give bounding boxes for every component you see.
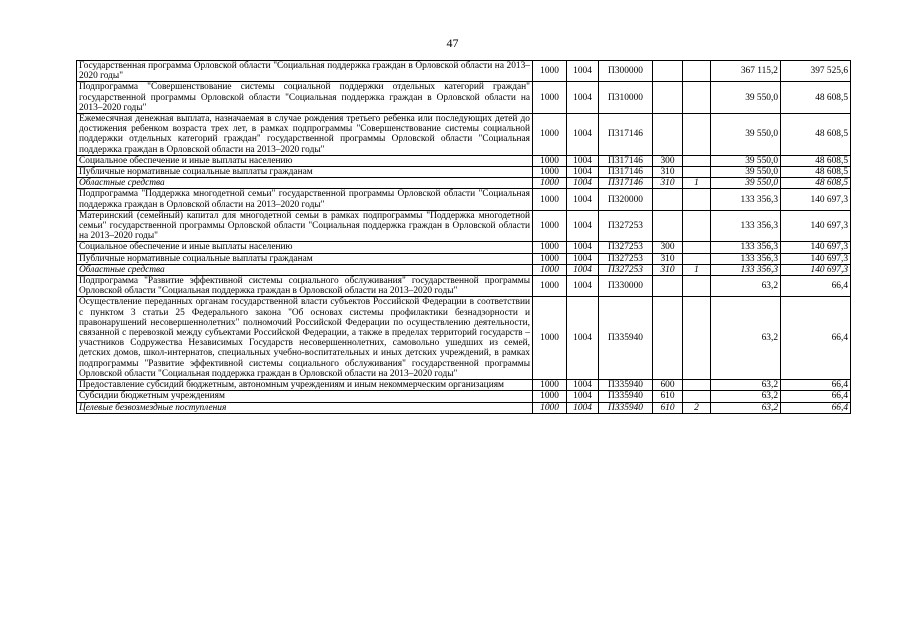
section-code: 1000 <box>533 82 567 114</box>
subsection-code: 1004 <box>567 210 599 242</box>
subsection-code: 1004 <box>567 391 599 402</box>
section-code: 1000 <box>533 297 567 380</box>
section-code: 1000 <box>533 155 567 166</box>
amount-year-2: 140 697,3 <box>781 210 851 242</box>
subsection-code: 1004 <box>567 189 599 210</box>
target-article-code: П310000 <box>599 82 653 114</box>
expense-type-code <box>653 297 683 380</box>
section-code: 1000 <box>533 264 567 275</box>
funding-source-code <box>683 114 711 156</box>
amount-year-1: 63,2 <box>711 297 781 380</box>
row-description: Социальное обеспечение и иные выплаты населению <box>77 155 533 166</box>
expense-type-code: 600 <box>653 380 683 391</box>
expense-type-code <box>653 61 683 82</box>
funding-source-code <box>683 242 711 253</box>
amount-year-2: 48 608,5 <box>781 167 851 178</box>
amount-year-2: 48 608,5 <box>781 114 851 156</box>
amount-year-1: 39 550,0 <box>711 167 781 178</box>
target-article-code: П317146 <box>599 167 653 178</box>
amount-year-2: 140 697,3 <box>781 242 851 253</box>
amount-year-1: 63,2 <box>711 276 781 297</box>
target-article-code: П300000 <box>599 61 653 82</box>
row-description: Ежемесячная денежная выплата, назначаемая в случае рождения третьего ребенка или последующих детей до достижения ребенком возраста трех лет, в рамках подпрограммы "Совершенствование системы социальной поддержки отдельных категорий граждан" государственной программы Орловской области "Социальная поддержка граждан в Орловской области на 2013–2020 годы" <box>77 114 533 156</box>
funding-source-code: 1 <box>683 178 711 189</box>
section-code: 1000 <box>533 61 567 82</box>
amount-year-1: 133 356,3 <box>711 189 781 210</box>
table-row <box>77 253 851 264</box>
subsection-code: 1004 <box>567 61 599 82</box>
funding-source-code <box>683 297 711 380</box>
funding-source-code <box>683 380 711 391</box>
target-article-code: П335940 <box>599 402 653 413</box>
section-code: 1000 <box>533 402 567 413</box>
section-code: 1000 <box>533 391 567 402</box>
expense-type-code: 300 <box>653 242 683 253</box>
row-description: Публичные нормативные социальные выплаты гражданам <box>77 167 533 178</box>
amount-year-2: 48 608,5 <box>781 178 851 189</box>
expense-type-code <box>653 210 683 242</box>
funding-source-code <box>683 189 711 210</box>
row-description: Подпрограмма "Развитие эффективной системы социального обслуживания" государственной программы Орловской области "Социальная поддержка граждан в Орловской области на 2013–2020 годы" <box>77 276 533 297</box>
amount-year-2: 66,4 <box>781 276 851 297</box>
amount-year-1: 39 550,0 <box>711 82 781 114</box>
expense-type-code: 310 <box>653 264 683 275</box>
funding-source-code <box>683 276 711 297</box>
amount-year-1: 39 550,0 <box>711 155 781 166</box>
amount-year-2: 140 697,3 <box>781 264 851 275</box>
target-article-code: П335940 <box>599 297 653 380</box>
subsection-code: 1004 <box>567 114 599 156</box>
funding-source-code <box>683 155 711 166</box>
table-row <box>77 189 851 210</box>
subsection-code: 1004 <box>567 276 599 297</box>
row-description: Публичные нормативные социальные выплаты гражданам <box>77 253 533 264</box>
subsection-code: 1004 <box>567 253 599 264</box>
amount-year-1: 63,2 <box>711 391 781 402</box>
amount-year-2: 48 608,5 <box>781 82 851 114</box>
row-description: Подпрограмма "Совершенствование системы социальной поддержки отдельных категорий граждан" государственной программы Орловской области "Социальная поддержка граждан в Орловской области на 2013–2020 годы" <box>77 82 533 114</box>
row-description: Социальное обеспечение и иные выплаты населению <box>77 242 533 253</box>
row-description: Областные средства <box>77 264 533 275</box>
subsection-code: 1004 <box>567 155 599 166</box>
target-article-code: П317146 <box>599 155 653 166</box>
amount-year-1: 133 356,3 <box>711 264 781 275</box>
amount-year-2: 66,4 <box>781 402 851 413</box>
table-row <box>77 155 851 166</box>
row-description: Подпрограмма "Поддержка многодетной семьи" государственной программы Орловской области "Социальная поддержка граждан в Орловской области на 2013–2020 годы" <box>77 189 533 210</box>
funding-source-code <box>683 167 711 178</box>
table-row <box>77 210 851 242</box>
target-article-code: П320000 <box>599 189 653 210</box>
table-row <box>77 178 851 189</box>
amount-year-2: 397 525,6 <box>781 61 851 82</box>
subsection-code: 1004 <box>567 402 599 413</box>
expense-type-code: 310 <box>653 253 683 264</box>
expense-type-code: 310 <box>653 167 683 178</box>
page-number: 47 <box>446 36 459 50</box>
expense-type-code: 300 <box>653 155 683 166</box>
table-row <box>77 114 851 156</box>
amount-year-1: 367 115,2 <box>711 61 781 82</box>
target-article-code: П327253 <box>599 242 653 253</box>
funding-source-code <box>683 391 711 402</box>
amount-year-2: 66,4 <box>781 297 851 380</box>
funding-source-code <box>683 61 711 82</box>
row-description: Государственная программа Орловской области "Социальная поддержка граждан в Орловской области на 2013–2020 годы" <box>77 61 533 82</box>
expense-type-code <box>653 189 683 210</box>
table-row <box>77 264 851 275</box>
table-row <box>77 82 851 114</box>
expense-type-code: 610 <box>653 391 683 402</box>
table-row <box>77 61 851 82</box>
subsection-code: 1004 <box>567 264 599 275</box>
budget-table <box>76 60 851 414</box>
amount-year-2: 140 697,3 <box>781 253 851 264</box>
amount-year-1: 63,2 <box>711 402 781 413</box>
section-code: 1000 <box>533 253 567 264</box>
funding-source-code: 2 <box>683 402 711 413</box>
section-code: 1000 <box>533 242 567 253</box>
subsection-code: 1004 <box>567 380 599 391</box>
row-description: Субсидии бюджетным учреждениям <box>77 391 533 402</box>
expense-type-code <box>653 82 683 114</box>
subsection-code: 1004 <box>567 242 599 253</box>
funding-source-code: 1 <box>683 264 711 275</box>
expense-type-code <box>653 276 683 297</box>
table-row <box>77 242 851 253</box>
subsection-code: 1004 <box>567 297 599 380</box>
target-article-code: П317146 <box>599 114 653 156</box>
amount-year-1: 63,2 <box>711 380 781 391</box>
table-row <box>77 297 851 380</box>
amount-year-2: 140 697,3 <box>781 189 851 210</box>
row-description: Материнский (семейный) капитал для многодетной семьи в рамках подпрограммы "Поддержка многодетной семьи" государственной программы Орловской области "Социальная поддержка граждан в Орловской области на 2013–2020 годы" <box>77 210 533 242</box>
section-code: 1000 <box>533 189 567 210</box>
expense-type-code <box>653 114 683 156</box>
subsection-code: 1004 <box>567 167 599 178</box>
row-description: Предоставление субсидий бюджетным, автономным учреждениям и иным некоммерческим организациям <box>77 380 533 391</box>
target-article-code: П335940 <box>599 380 653 391</box>
amount-year-2: 66,4 <box>781 380 851 391</box>
target-article-code: П327253 <box>599 264 653 275</box>
amount-year-1: 39 550,0 <box>711 114 781 156</box>
table-row <box>77 167 851 178</box>
table-row <box>77 380 851 391</box>
target-article-code: П327253 <box>599 253 653 264</box>
section-code: 1000 <box>533 167 567 178</box>
row-description: Целевые безвозмездные поступления <box>77 402 533 413</box>
subsection-code: 1004 <box>567 178 599 189</box>
amount-year-1: 133 356,3 <box>711 253 781 264</box>
subsection-code: 1004 <box>567 82 599 114</box>
section-code: 1000 <box>533 276 567 297</box>
amount-year-1: 39 550,0 <box>711 178 781 189</box>
amount-year-1: 133 356,3 <box>711 210 781 242</box>
budget-table-body <box>77 61 851 414</box>
section-code: 1000 <box>533 210 567 242</box>
amount-year-2: 48 608,5 <box>781 155 851 166</box>
target-article-code: П330000 <box>599 276 653 297</box>
row-description: Осуществление переданных органам государственной власти субъектов Российской Федерации в соответствии с пунктом 3 статьи 25 Федерального закона "Об основах системы профилактики безнадзорности и правонарушений несовершеннолетних" полномочий Российской Федерации по осуществлению деятельности, связанной с перевозкой между субъектами Российской Федерации, а также в пределах территорий государств – участников Содружества Независимых Государств несовершеннолетних, самовольно ушедших из семей, детских домов, школ-интернатов, специальных учебно-воспитательных и иных детских учреждений, в рамках подпрограммы "Развитие эффективной системы социального обслуживания" государственной программы Орловской области "Социальная поддержка граждан в Орловской области на 2013–2020 годы" <box>77 297 533 380</box>
amount-year-1: 133 356,3 <box>711 242 781 253</box>
target-article-code: П317146 <box>599 178 653 189</box>
row-description: Областные средства <box>77 178 533 189</box>
funding-source-code <box>683 253 711 264</box>
table-row <box>77 276 851 297</box>
amount-year-2: 66,4 <box>781 391 851 402</box>
section-code: 1000 <box>533 114 567 156</box>
section-code: 1000 <box>533 178 567 189</box>
table-row <box>77 402 851 413</box>
expense-type-code: 310 <box>653 178 683 189</box>
funding-source-code <box>683 82 711 114</box>
table-row <box>77 391 851 402</box>
funding-source-code <box>683 210 711 242</box>
expense-type-code: 610 <box>653 402 683 413</box>
section-code: 1000 <box>533 380 567 391</box>
target-article-code: П335940 <box>599 391 653 402</box>
target-article-code: П327253 <box>599 210 653 242</box>
